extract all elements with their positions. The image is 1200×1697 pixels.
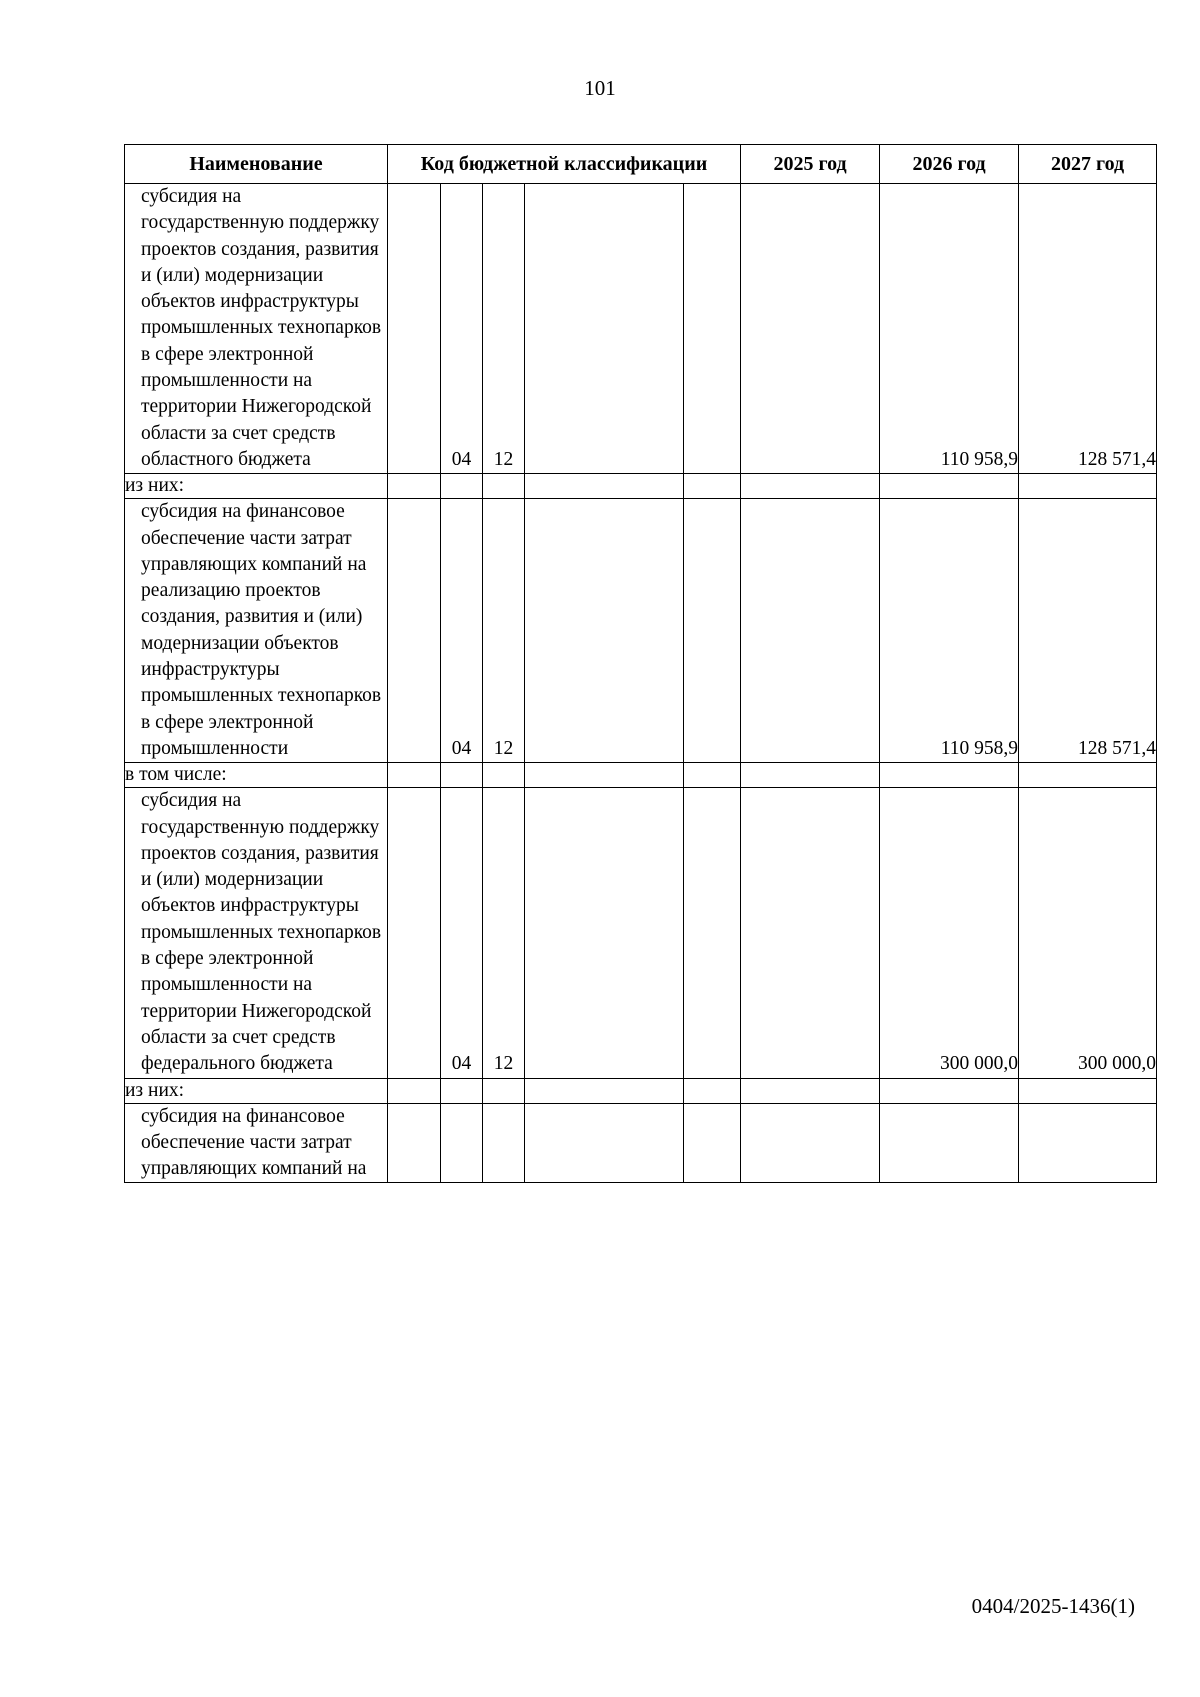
row-code-1 xyxy=(388,499,441,763)
row-2027 xyxy=(1019,1078,1157,1103)
header-2025: 2025 год xyxy=(741,145,880,184)
row-2025 xyxy=(741,474,880,499)
row-code-3 xyxy=(483,763,525,788)
row-code-5 xyxy=(684,788,741,1078)
row-2026: 110 958,9 xyxy=(880,184,1019,474)
row-2025 xyxy=(741,184,880,474)
row-code-4 xyxy=(525,788,684,1078)
row-code-2 xyxy=(441,763,483,788)
row-name: субсидия на финансовое обеспечение части затрат управляющих компаний на xyxy=(125,1103,388,1183)
row-name: из них: xyxy=(125,474,388,499)
row-code-4 xyxy=(525,1103,684,1183)
row-code-4 xyxy=(525,474,684,499)
header-code: Код бюджетной классификации xyxy=(388,145,741,184)
row-2025 xyxy=(741,788,880,1078)
row-code-3: 12 xyxy=(483,184,525,474)
row-2027 xyxy=(1019,1103,1157,1183)
row-name: субсидия на финансовое обеспечение части затрат управляющих компаний на реализацию проектов создания, развития и (или) модернизации объектов инфраструктуры промышленных технопарков в сфере электронной промышленности xyxy=(125,499,388,763)
header-2026: 2026 год xyxy=(880,145,1019,184)
budget-table xyxy=(124,144,1157,1183)
row-code-5 xyxy=(684,1103,741,1183)
row-code-1 xyxy=(388,763,441,788)
row-2026: 110 958,9 xyxy=(880,499,1019,763)
row-2025 xyxy=(741,763,880,788)
row-name: в том числе: xyxy=(125,763,388,788)
row-code-3: 12 xyxy=(483,499,525,763)
row-code-3 xyxy=(483,1103,525,1183)
row-code-1 xyxy=(388,788,441,1078)
table-row xyxy=(125,763,1157,788)
row-2026 xyxy=(880,474,1019,499)
row-code-3 xyxy=(483,474,525,499)
row-2025 xyxy=(741,1078,880,1103)
row-code-3: 12 xyxy=(483,788,525,1078)
row-2026: 300 000,0 xyxy=(880,788,1019,1078)
row-2025 xyxy=(741,499,880,763)
table-row xyxy=(125,474,1157,499)
row-code-4 xyxy=(525,499,684,763)
row-code-5 xyxy=(684,184,741,474)
row-code-1 xyxy=(388,1078,441,1103)
row-code-1 xyxy=(388,474,441,499)
row-2026 xyxy=(880,1078,1019,1103)
table-row xyxy=(125,1103,1157,1183)
row-code-5 xyxy=(684,763,741,788)
table-row xyxy=(125,788,1157,1078)
row-2027: 300 000,0 xyxy=(1019,788,1157,1078)
table-row xyxy=(125,499,1157,763)
row-2027: 128 571,4 xyxy=(1019,499,1157,763)
row-code-5 xyxy=(684,474,741,499)
table-header-row xyxy=(125,145,1157,184)
row-code-5 xyxy=(684,1078,741,1103)
row-code-4 xyxy=(525,1078,684,1103)
row-2026 xyxy=(880,1103,1019,1183)
row-code-4 xyxy=(525,763,684,788)
row-name: субсидия на государственную поддержку проектов создания, развития и (или) модернизации объектов инфраструктуры промышленных технопарков в сфере электронной промышленности на территории Нижегородской области за счет средств федерального бюджета xyxy=(125,788,388,1078)
table-row xyxy=(125,1078,1157,1103)
row-code-1 xyxy=(388,184,441,474)
row-code-2: 04 xyxy=(441,184,483,474)
row-2025 xyxy=(741,1103,880,1183)
row-code-1 xyxy=(388,1103,441,1183)
row-2027: 128 571,4 xyxy=(1019,184,1157,474)
row-code-2 xyxy=(441,474,483,499)
document-number: 0404/2025-1436(1) xyxy=(971,1594,1135,1618)
row-code-2 xyxy=(441,1103,483,1183)
row-2026 xyxy=(880,763,1019,788)
row-code-3 xyxy=(483,1078,525,1103)
row-2027 xyxy=(1019,474,1157,499)
row-code-2: 04 xyxy=(441,788,483,1078)
row-code-2 xyxy=(441,1078,483,1103)
header-name: Наименование xyxy=(125,145,388,184)
row-code-2: 04 xyxy=(441,499,483,763)
header-2027: 2027 год xyxy=(1019,145,1157,184)
page-number: 101 xyxy=(584,76,616,100)
row-name: из них: xyxy=(125,1078,388,1103)
table-row xyxy=(125,184,1157,474)
row-2027 xyxy=(1019,763,1157,788)
row-code-4 xyxy=(525,184,684,474)
row-code-5 xyxy=(684,499,741,763)
row-name: субсидия на государственную поддержку проектов создания, развития и (или) модернизации объектов инфраструктуры промышленных технопарков в сфере электронной промышленности на территории Нижегородской области за счет средств областного бюджета xyxy=(125,184,388,474)
